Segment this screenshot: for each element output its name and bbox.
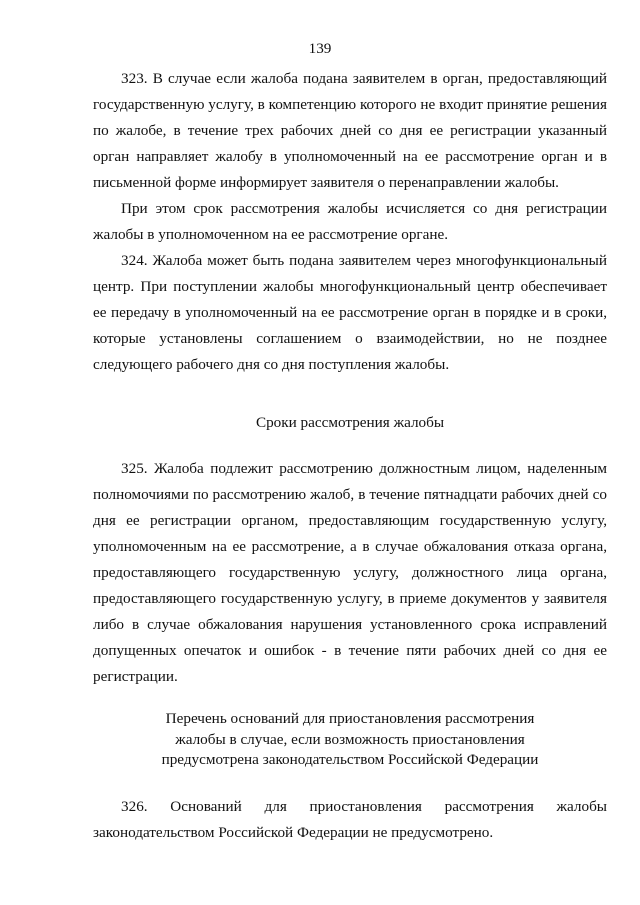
heading-line: предусмотрена законодательством Российской Федерации bbox=[161, 751, 539, 768]
paragraph-325: 325. Жалоба подлежит рассмотрению должностным лицом, наделенным полномочиями по рассмотрению жалоб, в течение пятнадцати рабочих дней со дня ее регистрации органом, предоставляющим государственную услугу, уполномоченным на ее рассмотрение, а в случае обжалования отказа органа, предоставляющего государственную услугу, должностного лица органа, предоставляющего государственную услугу, в приеме документов у заявителя либо в случае обжалования нарушения установленного срока исправлений допущенных опечаток и ошибок - в течение пяти рабочих дней со дня ее регистрации. bbox=[93, 460, 607, 685]
section-heading-review-terms: Сроки рассмотрения жалобы bbox=[255, 414, 445, 431]
paragraph-326: 326. Оснований для приостановления рассмотрения жалобы законодательством Российской Федерации не предусмотрено. bbox=[93, 798, 607, 841]
heading-line: Перечень оснований для приостановления рассмотрения bbox=[165, 710, 535, 727]
paragraph-323: 323. В случае если жалоба подана заявителем в орган, предоставляющий государственную услугу, в компетенцию которого не входит принятие решения по жалобе, в течение трех рабочих дней со дня ее регистрации указанный орган направляет жалобу в уполномоченный на ее рассмотрение орган и в письменной форме информирует заявителя о перенаправлении жалобы. bbox=[93, 70, 607, 191]
paragraph-324: 324. Жалоба может быть подана заявителем через многофункциональный центр. При поступлении жалобы многофункциональный центр обеспечивает ее передачу в уполномоченный на ее рассмотрение орган в порядке и в сроки, которые установлены соглашением о взаимодействии, но не позднее следующего рабочего дня со дня поступления жалобы. bbox=[93, 252, 607, 373]
heading-line: жалобы в случае, если возможность приостановления bbox=[175, 730, 525, 748]
paragraph-323-continuation: При этом срок рассмотрения жалобы исчисляется со дня регистрации жалобы в уполномоченном на ее рассмотрение органе. bbox=[93, 200, 607, 243]
page-number: 139 bbox=[308, 40, 332, 57]
section-heading-suspension-grounds bbox=[93, 709, 607, 771]
